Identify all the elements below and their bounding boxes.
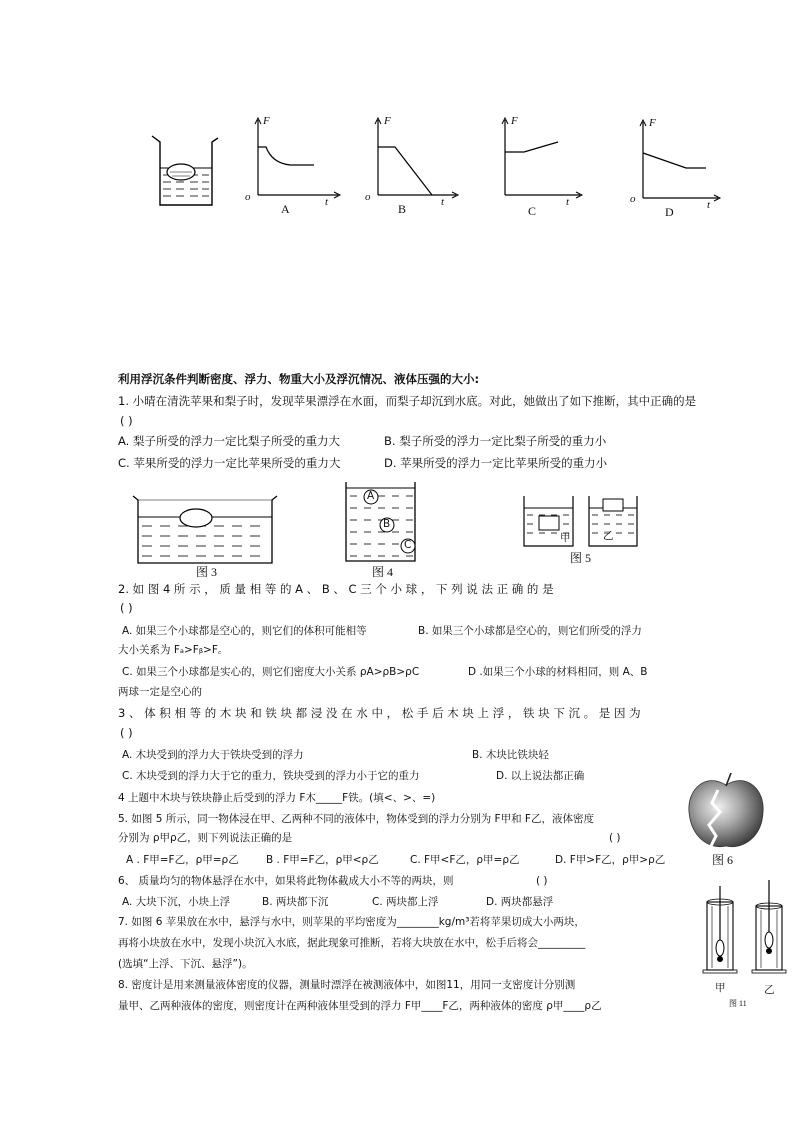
q2-option-a: A. 如果三个小球都是空心的，则它们的体积可能相等 xyxy=(122,625,367,637)
q6-option-d: D. 两块都悬浮 xyxy=(486,896,554,908)
q2-blank: ( ) xyxy=(120,601,133,615)
q3-option-c: C. 木块受到的浮力大于它的重力，铁块受到的浮力小于它的重力 xyxy=(122,770,420,782)
q1-blank: ( ) xyxy=(120,414,133,428)
q2-stem: 2. 如 图 4 所 示 ， 质 量 相 等 的 A 、 B 、 C 三 个 小 球 ， 下 列 说 法 正 确 的 是 xyxy=(118,582,554,596)
section-title: 利用浮沉条件判断密度、浮力、物重大小及浮沉情况、液体压强的大小: xyxy=(118,372,480,386)
axis-t-label: t xyxy=(325,196,329,208)
q2-option-c: C. 如果三个小球都是实心的，则它们密度大小关系 ρA>ρB>ρC xyxy=(122,666,420,678)
axis-f-label: F xyxy=(511,115,518,127)
q3-stem: 3 、 体 积 相 等 的 木 块 和 铁 块 都 浸 没 在 水 中 ， 松 手 后 木 块 上 浮 ， 铁 块 下 沉 。 是 因 为 xyxy=(118,706,641,720)
q1-option-c: C. 苹果所受的浮力一定比苹果所受的重力大 xyxy=(118,456,341,470)
axis-t-label: t xyxy=(441,196,445,208)
q4-text: 4 上题中木块与铁块静止后受到的浮力 F木_____F铁。(填<、>、=) xyxy=(118,792,436,804)
q7-line3: (选填“上浮、下沉、悬浮”)。 xyxy=(118,958,253,970)
q6-option-b: B. 两块都下沉 xyxy=(262,896,329,908)
q2-option-d-cont: 两球一定是空心的 xyxy=(118,686,202,698)
q6-stem: 6、 质量均匀的物体悬浮在水中，如果将此物体截成大小不等的两块，则 xyxy=(118,875,454,887)
graph-d-label: D xyxy=(665,205,674,219)
figure-11-caption: 图 11 xyxy=(729,999,747,1008)
q5-option-a: A . F甲=F乙，ρ甲=ρ乙 xyxy=(126,854,239,866)
origin-label: o xyxy=(245,191,251,203)
q5-option-c: C. F甲<F乙，ρ甲=ρ乙 xyxy=(410,854,520,866)
axis-t-label: t xyxy=(707,199,711,211)
figure-4-caption: 图 4 xyxy=(372,565,394,579)
q1-option-a: A. 梨子所受的浮力一定比梨子所受的重力大 xyxy=(118,434,340,448)
q3-blank: ( ) xyxy=(120,726,133,740)
ball-a-label: A xyxy=(367,490,375,502)
q8-line2: 量甲、乙两种液体的密度，则密度计在两种液体里受到的浮力 F甲____F乙，两种液体的密度 ρ甲____ρ乙 xyxy=(118,1000,602,1012)
q2-option-d: D .如果三个小球的材料相同，则 A、B xyxy=(468,666,648,678)
graph-c-label: C xyxy=(528,204,537,218)
figure-3-caption: 图 3 xyxy=(196,565,218,579)
liquid-yi-label: 乙 xyxy=(603,530,614,542)
q5-option-d: D. F甲>F乙，ρ甲>ρ乙 xyxy=(555,854,666,866)
q3-option-d: D. 以上说法都正确 xyxy=(496,770,585,782)
q5-blank: ( ) xyxy=(609,832,621,844)
figure-5-caption: 图 5 xyxy=(570,551,592,565)
q5-stem-line2: 分别为 ρ甲ρ乙，则下列说法正确的是 xyxy=(118,832,293,844)
q1-stem: 1. 小晴在清洗苹果和梨子时，发现苹果漂浮在水面，而梨子却沉到水底。对此，她做出了如下推断，其中正确的是 xyxy=(118,394,697,408)
q6-option-a: A. 大块下沉，小块上浮 xyxy=(122,896,231,908)
q3-option-a: A. 木块受到的浮力大于铁块受到的浮力 xyxy=(122,749,304,761)
q1-option-b: B. 梨子所受的浮力一定比梨子所受的重力小 xyxy=(384,434,607,448)
axis-t-label: t xyxy=(566,196,570,208)
cylinder-jia-label: 甲 xyxy=(715,982,726,994)
q1-option-d: D. 苹果所受的浮力一定比苹果所受的重力小 xyxy=(384,456,608,470)
q6-option-c: C. 两块都上浮 xyxy=(372,896,439,908)
q7-line2: 再将小块放在水中，发现小块沉入水底，据此现象可推断，若将大块放在水中，松手后将会_________ xyxy=(118,937,586,949)
q7-line1: 7. 如图 6 苹果放在水中，悬浮与水中，则苹果的平均密度为________kg/m³若将苹果切成大小两块， xyxy=(118,916,585,928)
q2-option-b: B. 如果三个小球都是空心的，则它们所受的浮力 xyxy=(418,625,642,637)
graph-a-label: A xyxy=(281,202,290,216)
q8-line1: 8. 密度计是用来测量液体密度的仪器，测量时漂浮在被测液体中，如图11，用同一支密度计分别测 xyxy=(118,979,576,991)
axis-f-label: F xyxy=(384,115,391,127)
figure-6-caption: 图 6 xyxy=(712,853,734,867)
axis-f-label: F xyxy=(649,117,656,129)
liquid-jia-label: 甲 xyxy=(560,532,571,544)
origin-label: o xyxy=(630,193,636,205)
ball-b-label: B xyxy=(383,518,391,530)
cylinder-yi-label: 乙 xyxy=(764,984,775,996)
ball-c-label: C xyxy=(404,539,412,551)
q5-stem-line1: 5. 如图 5 所示，同一物体浸在甲、乙两种不同的液体中，物体受到的浮力分别为 F甲和 F乙，液体密度 xyxy=(118,813,594,825)
q5-option-b: B . F甲=F乙，ρ甲<ρ乙 xyxy=(266,854,379,866)
q2-option-b-cont: 大小关系为 Fₐ>Fᵦ>F꜀ xyxy=(118,644,222,656)
q3-option-b: B. 木块比铁块轻 xyxy=(472,749,549,761)
axis-f-label: F xyxy=(263,115,270,127)
origin-label: o xyxy=(365,191,371,203)
q6-blank: ( ) xyxy=(536,875,548,887)
graph-b-label: B xyxy=(398,202,407,216)
